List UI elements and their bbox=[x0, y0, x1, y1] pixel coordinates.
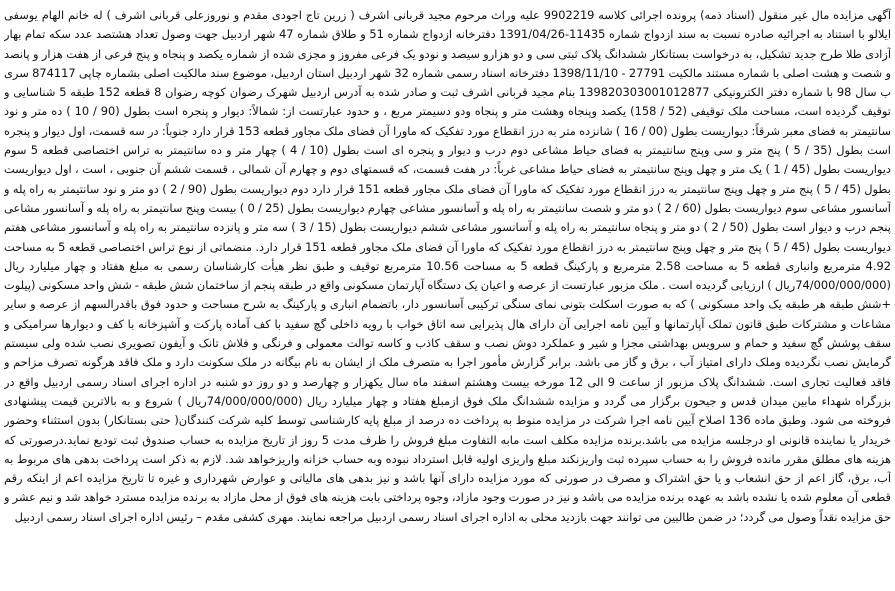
auction-notice bbox=[4, 6, 891, 586]
notice-body-text: آگهی مزایده مال غیر منقول (اسناد ذمه) پرونده اجرائی کلاسه 9902219 علیه وراث مرحوم مجید قربانی اشرف ( زرین تاج اجودی مقدم و نوروزعلی قربانی اشرف ) له خانم الهام یوسفی ایلالو با استناد به اجرائیه صادره نسبت به سند ازدواج شماره 11435-1391/04/26 دفترخانه ازدواج شماره 51 و طلاق شماره 47 شهر اردبیل جهت وصول تعداد هشتصد عدد سکه تمام بهار آزادی طلا طرح جدید تشکیل، به درخواست بستانکار ششدانگ پلاک ثبتی سی و دو هزارو سیصد و نودو یک فرعی مفروز و مجزی شده از شماره یکصد و پنجاه و پنج فرعی از هفت هزار و پانصد و شصت و هشت اصلی با شماره مستند مالکیت 27791 - 1398/11/10 دفترخانه اسناد رسمی شماره 32 شهر اردبیل استان اردبیل، موضوع سند مالکیت اصلی بشماره چاپی 874117 سری ب سال 98 با شماره دفتر الکترونیکی 139820303001012877 بنام مجید قربانی اشرف ثبت و صادر شده به آدرس اردبیل شهرک رضوان کوچه رضوان 8 قطعه 152 طبقه 5 شناسایی و توقیف گردیده است، مساحت ملک توقیفی (52 / 158) یکصد وپنجاه وهشت متر و پنجاه ودو دسیمتر مربع ، و حدود عبارتست از: شمالاً: دیوار و پنجره است بطول (90 / 10 ) ده متر و نود سانتیمتر به فضای معبر شرقاً: دیواریست بطول (00 / 16 ) شانزده متر به درز انقطاع مورد تفکیک که ماورا آن فضای ملک مجاور قطعه 153 قرار دارد جنوباً: در سه قسمت، اول دیوار و پنجره است بطول (35 / 5 ) پنج متر و سی وپنج سانتیمتر به فضای حیاط مشاعی دوم درب و دیوار و پنجره ای است بطول (10 / 4 ) چهار متر و ده سانتیمتر به تراس اختصاصی قطعه 5 سوم دیواریست بطول (45 / 1 ) یک متر و چهل وپنج سانتیمتر به فضای حیاط مشاعی غرباً: در هفت قسمت، که قسمتهای دوم و چهارم آن شمالی ، قسمت ششم آن جنوبی ، است ، اول دیواریست بطول (45 / 5 ) پنج متر و چهل وپنج سانتیمتر به درز انقطاع مورد تفکیک که ماورا آن فضای ملک مجاور قطعه 151 قرار دارد دوم دیواریست بطول (90 / 2 ) دو متر و نود سانتیمتر به راه پله و آسانسور مشاعی سوم دیواریست بطول (60 / 2 ) دو متر و شصت سانتیمتر به راه پله و آسانسور مشاعی چهارم دیواریست بطول (25 / 0 ) بیست وپنج سانتیمتر به راه پله و آسانسور مشاعی پنجم درب و دیوار است بطول (50 / 2 ) دو متر و پنجاه سانتیمتر به راه پله و آسانسور مشاعی ششم دیواریست بطول (15 / 3 ) سه متر و پانزده سانتیمتر به راه پله و آسانسور مشاعی هفتم دیواریست بطول (45 / 5 ) پنج متر و چهل وپنج سانتیمتر به درز انقطاع مورد تفکیک که ماورا آن فضای ملک مجاور قطعه 151 قرار دارد. منضماتی از نوع تراس اختصاصی قطعه 5 به مساحت 4.92 مترمربع وانباری قطعه 5 به مساحت 2.58 مترمربع و پارکینگ قطعه 5 به مساحت 10.56 مترمربع توقیف و طبق نظر هیأت کارشناسان رسمی به مبلغ هفتاد و چهار میلیارد ریال (74/000/000/000ریال ) ارزیابی گردیده است . ملک مزبور عبارتست از عرصه و اعیان یک دستگاه آپارتمان مسکونی واقع در طبقه پنجم از ساختمان شش طبقه - شش واحد مسکونی (پیلوت +شش طبقه هر طبقه یک واحد مسکونی ) که به صورت اسکلت بتونی نمای سنگی ترکیبی آسانسور دار، باتضمام انباری و پارکینگ به شرح مساحت و حدود فوق باقدرالسهم از عرصه و سایر مشاعات و مشترکات طبق قانون تملک آپارتمانها و آیین نامه اجرایی آن دارای هال پذیرایی سه اتاق خواب با رویه داخلی گچ سفید با کف آماده پارکت و آشپزخانه با کف و دیوارها سرامیکی و سقف پوشش گچ سفید و حمام و سرویس بهداشتی مجزا و شیر و عملکرد دوش نصب و سقف کاذب و کاسه توالت معمولی و فرنگی و فلاش تانک و آیفون تصویری نصب شده ولی سیستم گرمایش نصب نگردیده وملک دارای امتیاز آب ، برق و گاز می باشد. برابر گزارش مأمور اجرا به متصرف ملک از ایشان به نام بیگانه در ملک سکونت دارد و ملک فاقد هرگونه تصرف مزاحم و فاقد فعالیت تجاری است. ششدانگ پلاک مزبور از ساعت 9 الی 12 مورخه بیست وهشتم اسفند ماه سال یکهزار و چهارصد و دو روز دو شنبه در اداره اجرای اسناد رسمی اردبیل واقع در بزرگراه شهداء مابین میدان قدس و جیحون برگزار می گردد و مزایده ششدانگ ملک فوق ازمبلغ هفتاد و چهار میلیارد ریال (74/000/000/000ریال ) شروع و به بالاترین قیمت پیشنهادی فروخته می شود. وطبق ماده 136 اصلاح آیین نامه اجرا شرکت در مزایده منوط به پرداخت ده درصد از مبلغ پایه کارشناسی توسط کلیه شرکت کنندگان( حتی بستانکار) بدون استثناء وحضور خریدار یا نماینده قانونی او درجلسه مزایده می باشد.برنده مزایده مکلف است مابه التفاوت مبلغ فروش را ظرف مدت 5 روز از تاریخ مزایده به حساب صندوق ثبت تودیع نماید.درصورتی که هزینه های مطلق مقرر مانده فروش را به حساب سپرده ثبت واریزنکند مبلغ واریزی اولیه قابل استرداد نبوده وبه حساب خزانه واریزخواهد شد. لازم به ذکر است پرداخت بدهی های مربوط به آب، برق، گاز اعم از حق انشعاب و یا حق اشتراک و مصرف در صورتی که مورد مزایده دارای آنها باشد و نیز بدهی های مالیاتی و عوارض شهرداری و غیره تا تاریخ مزایده اعم از اینکه رقم قطعی آن معلوم شده یا نشده باشد به عهده برنده مزایده می باشد و نیز در صورت وجود مازاد، وجوه پرداختی بابت هزینه های فوق از محل مازاد به برنده مزایده مسترد خواهد شد و نیم عشر و حق مزایده نقداً وصول می گردد؛ در ضمن طالبین می توانند جهت بازدید محلی به اداره اجرای اسناد رسمی اردبیل مراجعه نمایند. مهری کشفی مقدم – رئیس اداره اجرای اسناد رسمی اردبیل bbox=[4, 8, 891, 524]
